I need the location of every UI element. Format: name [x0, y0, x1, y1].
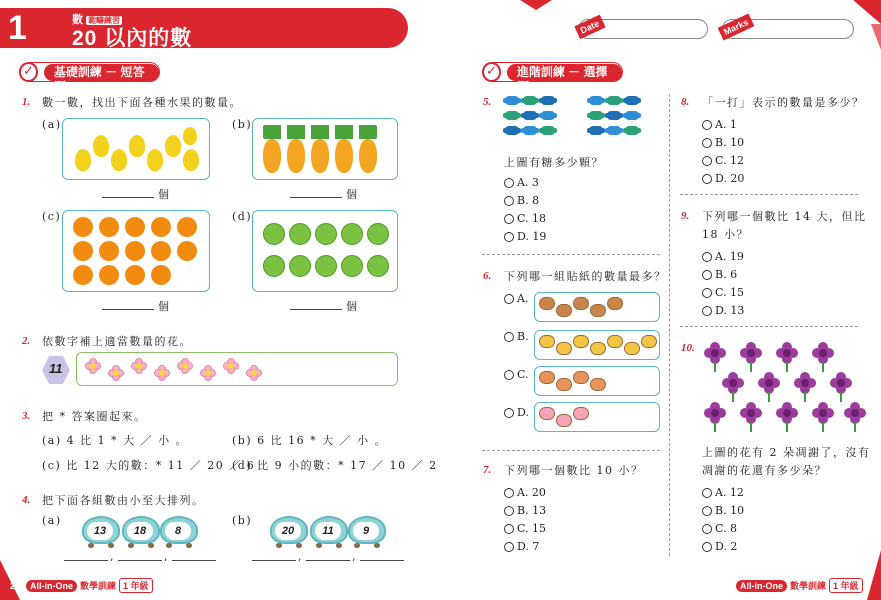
candy-icon [625, 96, 639, 105]
orange [99, 217, 119, 237]
footer-brand: All-in-One 數學訓練 1 年級 [26, 578, 153, 593]
orange [125, 217, 145, 237]
option-a[interactable]: A. [504, 292, 528, 305]
sticker-icon [573, 407, 589, 420]
radio-icon [702, 138, 712, 148]
sticker-icon [573, 297, 589, 310]
orange-box [62, 210, 210, 292]
pineapple [287, 139, 305, 173]
apple [263, 223, 285, 245]
subject-label: 數 範疇練習 [72, 14, 121, 26]
options [504, 486, 546, 553]
column-divider [669, 94, 670, 556]
question-text: 下列哪一組貼紙的數量最多？ [504, 270, 667, 283]
apple [263, 255, 285, 277]
candy-icon [523, 126, 537, 135]
candy-icon [541, 126, 555, 135]
orange [151, 217, 171, 237]
option-d[interactable]: D. 20 [702, 172, 744, 185]
flower-icon [108, 365, 124, 381]
sticker-icon [607, 335, 623, 348]
sticker-icon [539, 335, 555, 348]
page-title: 20 以內的數 [72, 27, 193, 50]
option-b[interactable]: B. 6 [702, 268, 744, 281]
answer-blank[interactable] [102, 309, 154, 310]
option-b[interactable]: B. 13 [504, 504, 546, 517]
pineapple-box [252, 118, 398, 180]
flower-icon [85, 358, 101, 374]
sticker-box-b [534, 330, 660, 360]
orange [73, 265, 93, 285]
option-b[interactable]: B. 10 [702, 136, 744, 149]
question-text: 數一數，找出下面各種水果的數量。 [42, 96, 242, 109]
radio-icon [702, 174, 712, 184]
question-text: 把 * 答案圈起來。 [42, 410, 147, 423]
page-number: 2 [10, 581, 16, 591]
sticker-icon [539, 407, 555, 420]
orange [177, 217, 197, 237]
hedgehog: 8 [156, 514, 200, 548]
hedgehog: 18 [118, 514, 162, 548]
corner-decoration [520, 0, 552, 10]
radio-icon [504, 232, 514, 242]
candy-icon [589, 96, 603, 105]
check-icon: ✓ [19, 62, 38, 82]
chapter-header [0, 8, 408, 48]
radio-icon [702, 252, 712, 262]
orange [99, 241, 119, 261]
sticker-icon [573, 371, 589, 384]
label-c: (c) [42, 210, 62, 223]
pear [183, 149, 199, 171]
candy-icon [541, 96, 555, 105]
separator: , [164, 550, 169, 563]
q3-d[interactable]: (d) 比 9 小的數：* 17 ／ 10 ／ 2 [232, 459, 438, 472]
separator: , [110, 550, 115, 563]
option-a[interactable]: A. 19 [702, 250, 744, 263]
flower-picture [704, 340, 858, 436]
orange [99, 265, 119, 285]
candy-icon [541, 111, 555, 120]
option-a[interactable]: A. 3 [504, 176, 546, 189]
option-c[interactable]: C. 12 [702, 154, 744, 167]
option-c[interactable]: C. 8 [702, 522, 744, 535]
flower-icon [844, 402, 866, 424]
option-d[interactable]: D. 19 [504, 230, 546, 243]
section-advanced [483, 62, 623, 94]
marks-tag: Marks [718, 13, 755, 40]
answer-blank[interactable] [102, 197, 154, 198]
radio-icon [702, 270, 712, 280]
radio-icon [504, 294, 514, 304]
flower-icon [776, 342, 798, 364]
sticker-icon [590, 378, 606, 391]
question-text: 凋謝的花還有多少朵？ [702, 464, 827, 477]
answer-blank[interactable] [64, 560, 108, 561]
apple [367, 223, 389, 245]
option-d[interactable]: D. [504, 406, 529, 419]
option-d[interactable]: D. 7 [504, 540, 546, 553]
orange [125, 265, 145, 285]
options [702, 486, 744, 553]
unit-label: 個 [346, 300, 359, 313]
apple [315, 255, 337, 277]
apple [341, 223, 363, 245]
option-a[interactable]: A. 1 [702, 118, 744, 131]
question-text: 依數字補上適當數量的花。 [42, 335, 192, 348]
sticker-icon [590, 304, 606, 317]
check-icon: ✓ [482, 62, 501, 82]
radio-icon [702, 542, 712, 552]
question-number: 7. [483, 464, 492, 476]
apple [289, 255, 311, 277]
flower-icon [131, 358, 147, 374]
question-number: 6. [483, 270, 492, 282]
divider [482, 450, 660, 451]
label-a: (a) [42, 118, 62, 131]
divider [680, 194, 858, 195]
sticker-icon [539, 371, 555, 384]
radio-icon [504, 542, 514, 552]
separator: , [352, 550, 357, 563]
answer-blank[interactable] [290, 309, 342, 310]
sticker-icon [556, 342, 572, 355]
flower-icon [740, 402, 762, 424]
question-number: 2. [22, 335, 31, 347]
option-c[interactable]: C. 15 [504, 522, 546, 535]
sticker-icon [607, 297, 623, 310]
flower-icon [794, 372, 816, 394]
orange [73, 217, 93, 237]
radio-icon [702, 506, 712, 516]
flower-icon [154, 365, 170, 381]
apple [315, 223, 337, 245]
q3-c[interactable]: (c) 比 12 大的數：* 11 ／ 20 ／ 6 [42, 459, 256, 472]
label-b: (b) [232, 514, 253, 527]
candy-icon [607, 126, 621, 135]
unit-label: 個 [158, 300, 171, 313]
sticker-icon [556, 304, 572, 317]
pear [129, 135, 145, 157]
orange [151, 265, 171, 285]
candy-icon [607, 111, 621, 120]
radio-icon [702, 156, 712, 166]
hedgehog: 11 [306, 514, 350, 548]
question-number: 5. [483, 96, 492, 108]
flower-icon [830, 372, 852, 394]
hedgehog: 9 [344, 514, 388, 548]
candy-icon [589, 111, 603, 120]
hedgehog: 20 [266, 514, 310, 548]
question-number: 1. [22, 96, 31, 108]
candy-icon [523, 111, 537, 120]
footer-brand: All-in-One 數學訓練 1 年級 [736, 578, 863, 593]
option-a[interactable]: A. 20 [504, 486, 546, 499]
question-text: 把下面各組數由小至大排列。 [42, 494, 205, 507]
pineapple [263, 139, 281, 173]
pineapple [311, 139, 329, 173]
sticker-icon [556, 378, 572, 391]
sticker-box-c [534, 366, 660, 396]
label-a: (a) [42, 514, 62, 527]
question-text: 18 小？ [702, 228, 749, 241]
corner-decoration [867, 550, 881, 600]
question-text: 下列哪一個數比 10 小？ [504, 464, 644, 477]
apple [367, 255, 389, 277]
flower-icon [812, 402, 834, 424]
pear [147, 149, 163, 171]
flower-icon [246, 365, 262, 381]
sticker-box-a [534, 292, 660, 322]
question-text: 「一打」表示的數量是多少？ [702, 96, 865, 109]
option-c[interactable]: C. 15 [702, 286, 744, 299]
sticker-icon [573, 335, 589, 348]
orange [73, 241, 93, 261]
candy-icon [589, 126, 603, 135]
radio-icon [504, 370, 514, 380]
orange [151, 241, 171, 261]
hedgehog: 13 [78, 514, 122, 548]
section-title: 基礎訓練 － 短答題 [44, 64, 159, 81]
answer-blank[interactable] [360, 560, 404, 561]
pear [165, 135, 181, 157]
answer-blank[interactable] [118, 560, 162, 561]
sticker-box-d [534, 402, 660, 432]
radio-icon [702, 488, 712, 498]
pineapple [335, 139, 353, 173]
question-number: 4. [22, 494, 31, 506]
option-b[interactable]: B. [504, 330, 529, 343]
pear [75, 149, 91, 171]
flower-icon [758, 372, 780, 394]
option-d[interactable]: D. 2 [702, 540, 744, 553]
pear [183, 127, 197, 145]
option-b[interactable]: B. 10 [702, 504, 744, 517]
question-number: 10. [681, 342, 695, 354]
pear [111, 149, 127, 171]
apple [289, 223, 311, 245]
orange [125, 241, 145, 261]
candy-icon [625, 126, 639, 135]
question-text: 上圖的花有 2 朵凋謝了，沒有 [702, 446, 871, 459]
section-title: 進階訓練 － 選擇題 [507, 64, 622, 81]
flower-icon [704, 342, 726, 364]
pear [93, 135, 109, 157]
options [702, 118, 744, 185]
answer-blank[interactable] [306, 560, 350, 561]
date-tag: Date [574, 15, 605, 39]
pineapple [359, 139, 377, 173]
options [504, 176, 546, 243]
divider [680, 326, 858, 327]
sticker-icon [539, 297, 555, 310]
radio-icon [702, 120, 712, 130]
answer-blank[interactable] [252, 560, 296, 561]
candy-icon [505, 126, 519, 135]
radio-icon [702, 306, 712, 316]
option-b[interactable]: B. 8 [504, 194, 546, 207]
separator: , [298, 550, 303, 563]
apple [341, 255, 363, 277]
flower-icon [200, 365, 216, 381]
radio-icon [504, 214, 514, 224]
pineapple-leaves [263, 125, 377, 139]
page-number: 3 [864, 581, 870, 591]
orange [177, 241, 197, 261]
divider [482, 254, 660, 255]
radio-icon [504, 332, 514, 342]
question-text: 下列哪一個數比 14 大，但比 [702, 210, 867, 223]
candy-icon [505, 96, 519, 105]
option-d[interactable]: D. 13 [702, 304, 744, 317]
question-number: 3. [22, 410, 31, 422]
radio-icon [504, 488, 514, 498]
option-a[interactable]: A. 12 [702, 486, 744, 499]
flower-box[interactable] [76, 352, 398, 386]
apple-box [252, 210, 398, 292]
candy-icon [607, 96, 621, 105]
radio-icon [702, 524, 712, 534]
candy-icon [625, 111, 639, 120]
radio-icon [504, 524, 514, 534]
pear-box [62, 118, 210, 180]
corner-decoration [0, 560, 20, 600]
q3-b[interactable]: (b) 6 比 16 * 大 ／ 小 。 [232, 434, 388, 447]
question-number: 8. [681, 96, 690, 108]
flower-icon [740, 342, 762, 364]
unit-label: 個 [158, 188, 171, 201]
flower-icon [812, 342, 834, 364]
radio-icon [504, 506, 514, 516]
chapter-number: 1 [8, 9, 27, 47]
candy-picture [505, 94, 663, 142]
options [702, 250, 744, 317]
flower-icon [776, 402, 798, 424]
section-basic [20, 62, 160, 94]
option-c[interactable]: C. [504, 368, 529, 381]
answer-blank[interactable] [290, 197, 342, 198]
radio-icon [504, 196, 514, 206]
unit-label: 個 [346, 188, 359, 201]
corner-decoration [853, 0, 881, 24]
option-c[interactable]: C. 18 [504, 212, 546, 225]
label-d: (d) [232, 210, 253, 223]
flower-icon [722, 372, 744, 394]
candy-icon [505, 111, 519, 120]
sticker-icon [624, 342, 640, 355]
question-text: 上圖有糖多少顆？ [504, 156, 604, 169]
answer-blank[interactable] [172, 560, 216, 561]
flower-icon [177, 358, 193, 374]
candy-icon [523, 96, 537, 105]
radio-icon [504, 178, 514, 188]
sticker-icon [556, 414, 572, 427]
label-b: (b) [232, 118, 253, 131]
flower-icon [704, 402, 726, 424]
question-number: 9. [681, 210, 690, 222]
flower-icon [223, 358, 239, 374]
flower-target-number: 11 [49, 361, 63, 376]
corner-decoration [871, 24, 881, 50]
radio-icon [702, 288, 712, 298]
sticker-icon [641, 335, 657, 348]
q3-a[interactable]: (a) 4 比 1 * 大 ／ 小 。 [42, 434, 189, 447]
radio-icon [504, 408, 514, 418]
sticker-icon [590, 342, 606, 355]
